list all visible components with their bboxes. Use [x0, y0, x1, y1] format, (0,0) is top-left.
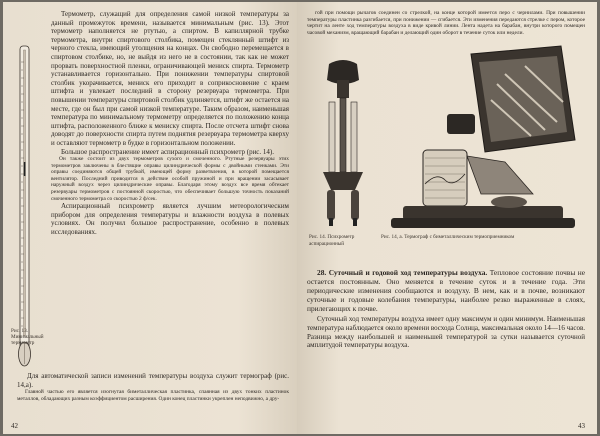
aspiration-psychrometer-illustration [315, 58, 371, 228]
paragraph-psychrometer-use: Аспирационный психрометр является лучшим метеорологическим прибором для определения температуры и влажности воздуха в полевых условиях. Он получил большое распространение, особенно в полевых исследованиях. [51, 202, 289, 237]
paragraph-thermograph-continued: гой при помощи рычагов соединен со стрелкой, на конце которой имеется перо с чернилами. При повышении температуры пластинка разгибается, при понижении — сгибается. Эти изменения передаются стрелке с пером, которое чертит на ленте ход температуры воздуха в виде кривой линии. Лента надета на барабан, внутри которого помещен часовой механизм, вращающий барабан и делающий один оборот в течение суток или недели. [307, 10, 585, 36]
page-number-left: 42 [11, 422, 18, 430]
left-page [3, 2, 297, 434]
paragraph-aspiration-psychrometer: Большое распространение имеет аспирационный психрометр (рис. 14). [61, 147, 274, 156]
page-number-right: 43 [578, 422, 585, 430]
section-text: Тепловое состояние почвы не остается постоянным. Оно меняется в течение суток и в течение года. Эти периодические изменения сообщаются и воздуху. В нем, как и в почве, возникают суточные и годовые колебания температуры, наиболее резко выраженные в слоях, прилегающих к почве. [307, 268, 585, 314]
paragraph-minimum-thermometer: Термометр, служащий для определения самой низкой температуры за данный промежуток времени, называется минимальным (рис. 13). Этот термометр наполняется не ртутью, а спиртом. В капиллярной трубке термометра, внутри спиртового столбика, помещен стеклянный штифт из черного стекла, имеющий утолщения на концах. Он свободно перемещается в спиртовом столбике, но, не выйдя из него не в состоянии, так как не может прорвать поверхностной пленки, ограничивающей мениск спирта. Термометр устанавливается горизонтально. При понижении температуры спиртовой столбик укорачивается, мениск его приходит в соприкосновение с краем штифта и увлекает последний в сторону резервуара термометра. При повышении температуры спиртовой столбик удлиняется, штифт же остается на месте, где он был при самой низкой температуре. Таким образом, наименьшая температура по минимальному термометру определяется по положению конца штифта, расположенного ближе к мениску спирта. После отсчета штифт снова доводят до поверхности спирта путем поднятия резервуара термометра кверху и оставляют термометр в будке в горизонтальном положении. [51, 10, 289, 147]
figures-area [307, 44, 585, 262]
section-number: 28. [317, 268, 327, 278]
paragraph-thermograph-details: Главной частью его является изогнутая биметаллическая пластинка, спаянная из двух тонких пластинок металлов, обладающих разным коэффициентом расширения. Один конец пластинки укреплен неподвижно, а дру- [17, 389, 289, 402]
fig14a-caption: Рис. 14, а. Термограф с биметаллическим термоприемником [381, 234, 515, 241]
thermometer-illustration [9, 42, 39, 372]
section-heading-28 [307, 268, 585, 313]
section-title: Суточный и годовой ход температуры воздуха. [328, 268, 488, 278]
fig13-caption: Рис. 13. Минимальный термометр [11, 328, 44, 347]
paragraph-psychrometer-details: Он также состоит из двух термометров сухого и смоченного. Ртутные резервуары этих термометров заключены в блестящие оправы цилиндрической формы с двойными стенками. Эти оправы соединяются общей трубкой, имеющей форму разветвления, в которой помещается вентилятор. Последний приводится в действие особой пружиной и при вращении засасывает наружный воздух через цилиндрические оправы. Благодаря этому воздух все время обтекает резервуары термометров с постоянной скоростью, что обеспечивает большую точность показаний смоченного термометра со скоростью 2 ф/сек. [51, 156, 289, 202]
right-page [297, 2, 597, 434]
book-spread [3, 2, 597, 434]
minimum-thermometer-figure [9, 42, 39, 372]
paragraph-thermograph-intro: Для автоматической записи изменений температуры воздуха служит термограф (рис. 14,а). [17, 372, 289, 389]
thermograph-illustration [385, 44, 581, 244]
paragraph-daily-amplitude: Суточный ход температуры воздуха имеет одну максимум и один минимум. Наименьшая температура наблюдается около времени восхода Солнца, максимальная около 14—16 часов. Разница между наибольшей и наименьшей температурой за сутки называется суточной амплитудой температуры воздуха. [307, 315, 585, 350]
fig14-caption: Рис. 14. Психрометр аспирационный [309, 234, 355, 247]
